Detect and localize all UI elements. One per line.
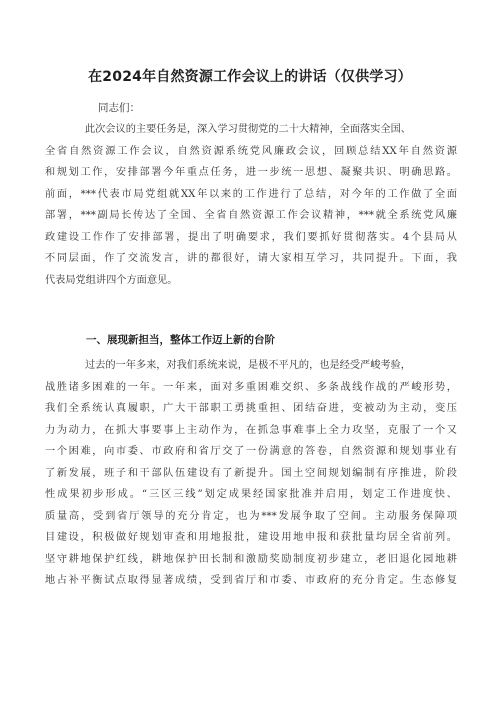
paragraph-line: 我们全系统认真履职，广大干部职工勇挑重担、团结奋进，变被动为主动，变压 (45, 403, 457, 414)
paragraph-line: 全省自然资源工作会议，自然资源系统党风廉政会议，回顾总结XX年自然资源 (45, 145, 457, 157)
paragraph-line: 一个困难，向市委、市政府和省厅交了一份满意的答卷，自然资源和规划事业有 (45, 446, 457, 457)
paragraph-line: 政建设工作作了安排部署，提出了明确要求，我们要抓好贯彻落实。4个县局从 (45, 231, 457, 243)
paragraph-line: 战胜诸多困难的一年。一年来，面对多重困难交织、多条战线作战的严峻形势， (45, 381, 457, 393)
paragraph-intro (45, 119, 457, 291)
paragraph-line: 质量高，受到省厅领导的充分肯定，也为***发展争取了空间。主动服务保障项 (45, 510, 457, 522)
paragraph-line: 此次会议的主要任务是，深入学习贯彻党的二十大精神，全面落实全国、 (85, 124, 411, 135)
paragraph-line: 性成果初步形成。“三区三线”划定成果经国家批准并启用，划定工作进度快、 (45, 489, 457, 500)
paragraph-line: 目建设，积极做好规划审查和用地报批，建设用地申报和获批量均居全省前列。 (45, 532, 457, 543)
paragraph-line: 地占补平衡试点取得显著成绩，受到省厅和市委、市政府的充分肯定。生态修复 (45, 575, 457, 586)
paragraph-line: 和规划工作，安排部署今年重点任务，进一步统一思想、凝聚共识、明确思路。 (45, 167, 457, 178)
paragraph-line: 坚守耕地保护红线，耕地保护田长制和激励奖励制度初步建立，老旧退化园地耕 (45, 553, 457, 565)
paragraph-line: 代表局党组讲四个方面意见。 (45, 274, 178, 286)
document-title: 在2024年自然资源工作会议上的讲话（仅供学习） (88, 69, 412, 85)
paragraph-line: 不同层面，作了交流发言，讲的都很好，请大家相互学习，共同提升。下面，我 (45, 253, 457, 264)
paragraph-line: 过去的一年多来，对我们系统来说，是极不平凡的，也是经受严峻考验， (85, 360, 411, 371)
salutation: 同志们： (98, 102, 140, 114)
paragraph-line: 部署，***副局长传达了全国、全省自然资源工作会议精神，***就全系统党风廉 (45, 210, 457, 221)
paragraph-line: 了新发展，班子和干部队伍建设有了新提升。国土空间规划编制有序推进，阶段 (45, 467, 457, 479)
paragraph-line: 力为动力，在抓大事要事上主动作为，在抓急事难事上全力攻坚，克服了一个又 (45, 424, 457, 436)
section-heading: 一、展现新担当，整体工作迈上新的台阶 (86, 334, 275, 346)
paragraph-line: 前面，***代表市局党组就XX年以来的工作进行了总结，对今年的工作做了全面 (45, 188, 457, 200)
paragraph-section-one (45, 355, 457, 592)
